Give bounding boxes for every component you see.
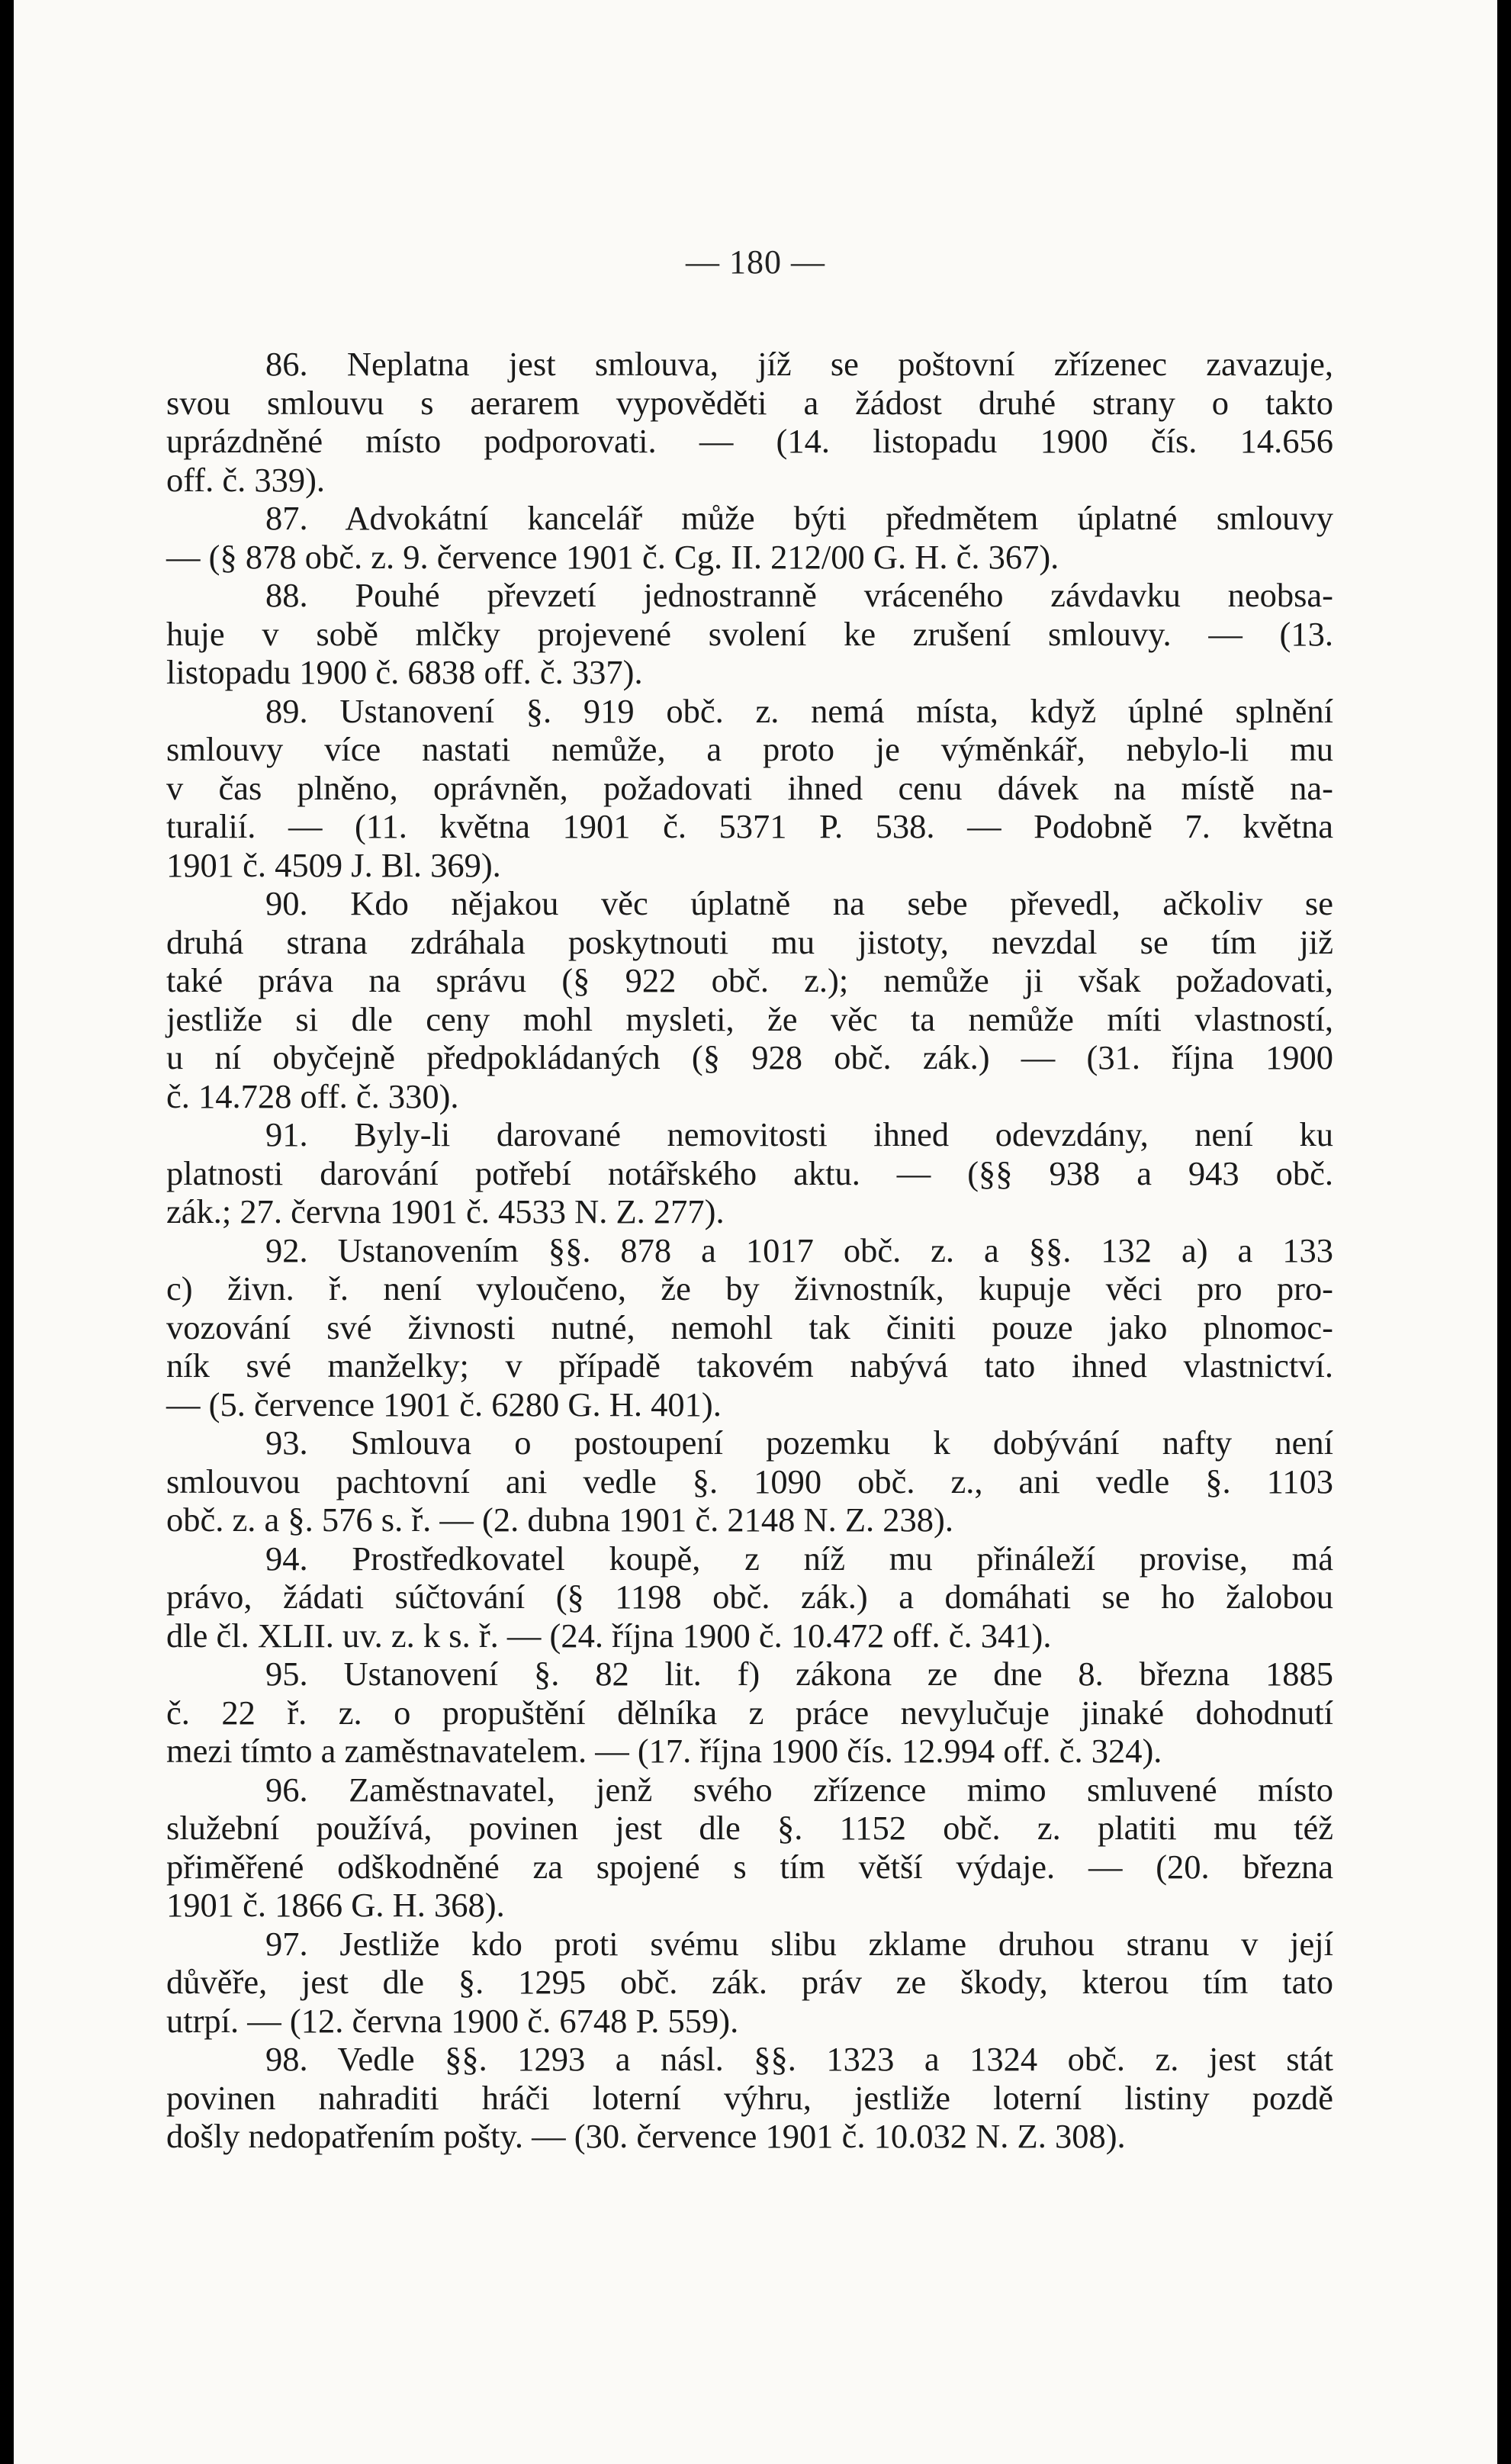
text-line: turalií. — (11. května 1901 č. 5371 P. 538. — Podobně 7. května	[166, 807, 1333, 845]
text-line: 98. Vedle §§. 1293 a násl. §§. 1323 a 1324 obč. z. jest stát	[265, 2040, 1333, 2078]
text-line: platnosti darování potřebí notářského aktu. — (§§ 938 a 943 obč.	[166, 1153, 1333, 1192]
text-line: listopadu 1900 č. 6838 off. č. 337).	[166, 653, 643, 691]
case-entry	[166, 1115, 1333, 1231]
text-line: č. 14.728 off. č. 330).	[166, 1076, 459, 1115]
case-entry	[166, 1925, 1333, 2041]
text-line: důvěře, jest dle §. 1295 obč. zák. práv ze škody, kterou tím tato	[166, 1963, 1333, 2001]
text-line: u ní obyčejně předpokládaných (§ 928 obč. zák.) — (31. října 1900	[166, 1038, 1333, 1076]
case-entry	[166, 2040, 1333, 2156]
text-line: 93. Smlouva o postoupení pozemku k dobývání nafty není	[265, 1423, 1333, 1462]
text-line: 97. Jestliže kdo proti svému slibu zklame druhou stranu v její	[265, 1924, 1333, 1963]
text-line: mezi tímto a zaměstnavatelem. — (17. října 1900 čís. 12.994 off. č. 324).	[166, 1732, 1162, 1770]
text-line: služební používá, povinen jest dle §. 1152 obč. z. platiti mu též	[166, 1809, 1333, 1847]
text-line: přiměřené odškodněné za spojené s tím větší výdaje. — (20. března	[166, 1847, 1333, 1886]
case-entry	[166, 1771, 1333, 1925]
text-line: 92. Ustanovením §§. 878 a 1017 obč. z. a §§. 132 a) a 133	[265, 1230, 1333, 1269]
case-entry	[166, 576, 1333, 692]
case-entry	[166, 692, 1333, 885]
case-entry	[166, 345, 1333, 499]
text-line: došly nedopatřením pošty. — (30. července 1901 č. 10.032 N. Z. 308).	[166, 2117, 1126, 2155]
text-line: smlouvou pachtovní ani vedle §. 1090 obč. z., ani vedle §. 1103	[166, 1462, 1333, 1501]
text-line: — (§ 878 obč. z. 9. července 1901 č. Cg. II. 212/00 G. H. č. 367).	[166, 537, 1059, 576]
case-entry	[166, 1655, 1333, 1771]
text-line: také práva na správu (§ 922 obč. z.); nemůže ji však požadovati,	[166, 961, 1333, 999]
text-line: 1901 č. 1866 G. H. 368).	[166, 1886, 505, 1924]
text-line: smlouvy více nastati nemůže, a proto je výměnkář, nebylo-li mu	[166, 730, 1333, 768]
text-line: 88. Pouhé převzetí jednostranně vráceného závdavku neobsa-	[265, 576, 1333, 614]
text-line: off. č. 339).	[166, 460, 326, 499]
text-line: 95. Ustanovení §. 82 lit. f) zákona ze dne 8. března 1885	[265, 1655, 1333, 1693]
text-line: 90. Kdo nějakou věc úplatně na sebe převedl, ačkoliv se	[265, 884, 1333, 922]
text-line: utrpí. — (12. června 1900 č. 6748 P. 559).	[166, 2001, 739, 2040]
case-entry	[166, 1231, 1333, 1424]
text-line: 1901 č. 4509 J. Bl. 369).	[166, 845, 501, 884]
case-entry	[166, 884, 1333, 1115]
text-line: 86. Neplatna jest smlouva, jíž se poštovní zřízenec zavazuje,	[265, 345, 1333, 383]
page-number: — 180 —	[686, 243, 825, 281]
text-line: 96. Zaměstnavatel, jenž svého zřízence mimo smluvené místo	[265, 1770, 1333, 1809]
text-line: huje v sobě mlčky projevené svolení ke zrušení smlouvy. — (13.	[166, 614, 1333, 653]
case-entry	[166, 499, 1333, 576]
text-line: 87. Advokátní kancelář může býti předmětem úplatné smlouvy	[265, 499, 1333, 537]
text-line: zák.; 27. června 1901 č. 4533 N. Z. 277).	[166, 1192, 725, 1230]
text-line: 91. Byly-li darované nemovitosti ihned odevzdány, není ku	[265, 1115, 1333, 1153]
text-line: 94. Prostředkovatel koupě, z níž mu přináleží provise, má	[265, 1539, 1333, 1578]
text-line: dle čl. XLII. uv. z. k s. ř. — (24. října 1900 č. 10.472 off. č. 341).	[166, 1616, 1052, 1655]
text-line: ník své manželky; v případě takovém nabývá tato ihned vlastnictví.	[166, 1346, 1333, 1385]
text-line: c) živn. ř. není vyloučeno, že by živnostník, kupuje věci pro pro-	[166, 1269, 1333, 1308]
text-line: uprázdněné místo podporovati. — (14. listopadu 1900 čís. 14.656	[166, 422, 1333, 460]
text-line: 89. Ustanovení §. 919 obč. z. nemá místa, když úplné splnění	[265, 691, 1333, 730]
case-entry	[166, 1539, 1333, 1655]
text-line: právo, žádati súčtování (§ 1198 obč. zák.) a domáhati se ho žalobou	[166, 1578, 1333, 1616]
text-line: druhá strana zdráhala poskytnouti mu jistoty, nevzdal se tím již	[166, 922, 1333, 961]
text-line: vozování své živnosti nutné, nemohl tak činiti pouze jako plnomoc-	[166, 1308, 1333, 1346]
text-line: povinen nahraditi hráči loterní výhru, jestliže loterní listiny pozdě	[166, 2078, 1333, 2117]
body-text	[166, 345, 1333, 2156]
text-line: jestliže si dle ceny mohl mysleti, že věc ta nemůže míti vlastností,	[166, 999, 1333, 1038]
text-line: obč. z. a §. 576 s. ř. — (2. dubna 1901 č. 2148 N. Z. 238).	[166, 1501, 953, 1539]
case-entry	[166, 1423, 1333, 1539]
text-line: č. 22 ř. z. o propuštění dělníka z práce nevylučuje jinaké dohodnutí	[166, 1693, 1333, 1732]
text-line: — (5. července 1901 č. 6280 G. H. 401).	[166, 1385, 722, 1423]
text-line: v čas plněno, oprávněn, požadovati ihned cenu dávek na místě na-	[166, 768, 1333, 807]
text-line: svou smlouvu s aerarem vypověděti a žádost druhé strany o takto	[166, 383, 1333, 422]
